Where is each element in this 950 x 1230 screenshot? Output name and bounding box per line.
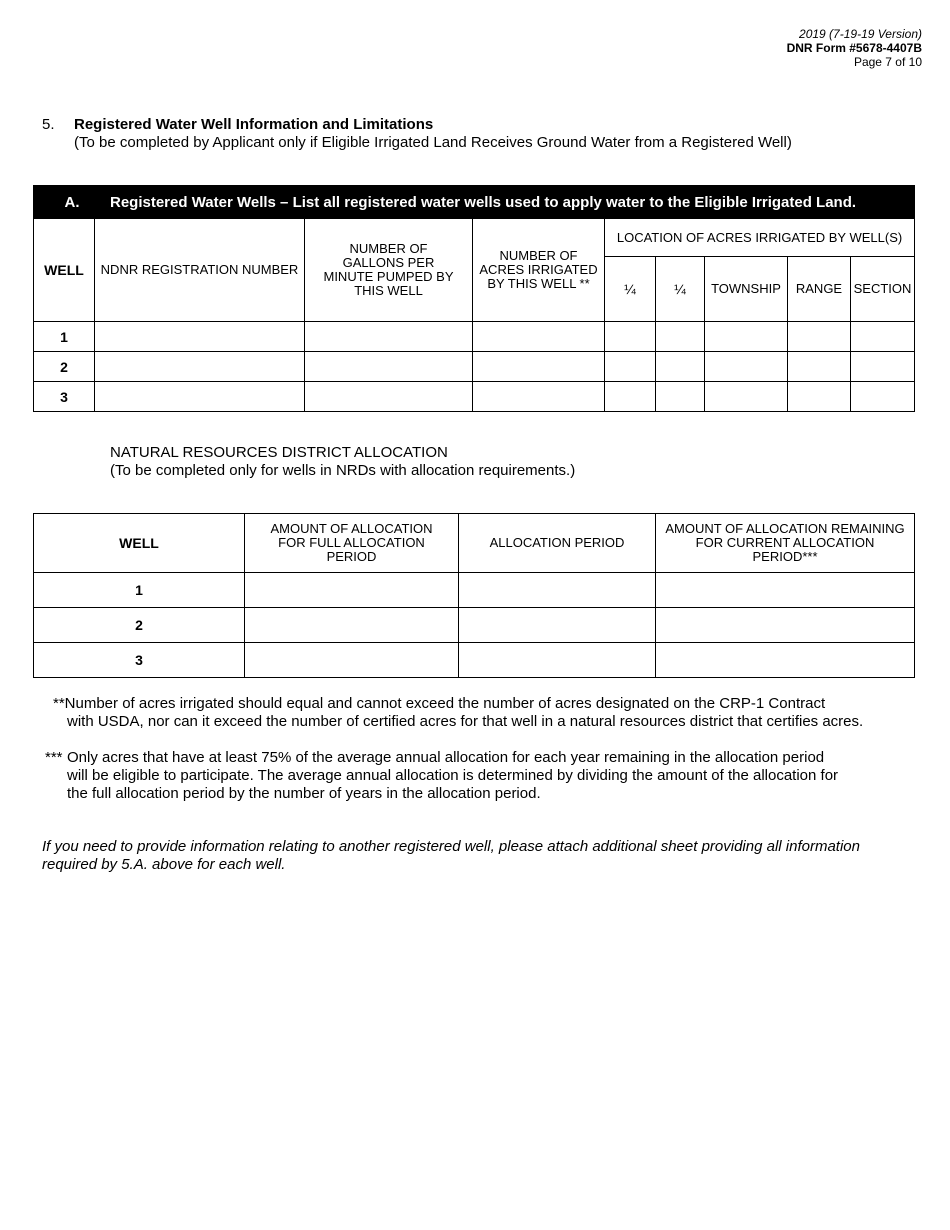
- row-label: 1: [34, 573, 245, 608]
- quarter-1-input[interactable]: [605, 322, 656, 352]
- allocation-note-line-1: Only acres that have at least 75% of the average annual allocation for each year remaining in the allocation period: [67, 749, 825, 766]
- form-number: DNR Form #5678-4407B: [786, 41, 922, 55]
- col-allocation-period-header: ALLOCATION PERIOD: [459, 514, 656, 573]
- township-input[interactable]: [705, 382, 788, 412]
- registered-wells-table: [33, 185, 915, 412]
- row-label: 1: [34, 322, 95, 352]
- full-allocation-input[interactable]: [245, 608, 459, 643]
- nrd-allocation-table: [33, 513, 915, 678]
- remaining-allocation-input[interactable]: [656, 573, 915, 608]
- range-input[interactable]: [788, 322, 851, 352]
- row-label: 3: [34, 643, 245, 678]
- acres-input[interactable]: [473, 382, 605, 412]
- col-well-header: WELL: [34, 219, 95, 322]
- form-header: [787, 27, 922, 69]
- additional-well-note-line-2: required by 5.A. above for each well.: [42, 856, 286, 873]
- row-label: 2: [34, 608, 245, 643]
- nrd-title: NATURAL RESOURCES DISTRICT ALLOCATION: [110, 444, 448, 461]
- additional-well-note-line-1: If you need to provide information relating to another registered well, please attach additional sheet providing all information: [42, 838, 860, 855]
- ndnr-input[interactable]: [95, 352, 305, 382]
- nrd-subtitle: (To be completed only for wells in NRDs with allocation requirements.): [110, 462, 576, 479]
- ndnr-input[interactable]: [95, 322, 305, 352]
- township-input[interactable]: [705, 352, 788, 382]
- allocation-period-input[interactable]: [459, 608, 656, 643]
- section-subtitle: (To be completed by Applicant only if Eligible Irrigated Land Receives Ground Water from a Registered Well): [74, 134, 792, 151]
- gallons-input[interactable]: [305, 382, 473, 412]
- banner-cell: [34, 186, 915, 219]
- range-input[interactable]: [788, 352, 851, 382]
- acres-note-line-2: with USDA, nor can it exceed the number of certified acres for that well in a natural resources district that certifies acres.: [67, 713, 864, 730]
- table-banner: [34, 186, 915, 219]
- remaining-allocation-input[interactable]: [656, 643, 915, 678]
- row-label: 2: [34, 352, 95, 382]
- acres-input[interactable]: [473, 352, 605, 382]
- col-location-header: LOCATION OF ACRES IRRIGATED BY WELL(S): [605, 219, 915, 257]
- full-allocation-input[interactable]: [245, 573, 459, 608]
- remaining-allocation-input[interactable]: [656, 608, 915, 643]
- table-row: [34, 352, 915, 382]
- ndnr-input[interactable]: [95, 382, 305, 412]
- acres-input[interactable]: [473, 322, 605, 352]
- allocation-note-marker: ***: [45, 749, 63, 766]
- table-row: [34, 382, 915, 412]
- allocation-note-line-3: the full allocation period by the number of years in the allocation period.: [67, 785, 541, 802]
- col-gallons-header: NUMBER OF GALLONS PER MINUTE PUMPED BY THIS WELL: [305, 219, 473, 322]
- acres-note-line-1: **Number of acres irrigated should equal and cannot exceed the number of acres designated on the CRP-1 Contract: [53, 695, 826, 712]
- section-title: Registered Water Well Information and Limitations: [74, 116, 434, 133]
- banner-letter: A.: [64, 193, 80, 211]
- row-label: 3: [34, 382, 95, 412]
- table-row: [34, 608, 915, 643]
- full-allocation-input[interactable]: [245, 643, 459, 678]
- allocation-period-input[interactable]: [459, 573, 656, 608]
- col-acres-header: NUMBER OF ACRES IRRIGATED BY THIS WELL **: [473, 219, 605, 322]
- allocation-note-line-2: will be eligible to participate. The average annual allocation is determined by dividing the amount of the allocation for: [67, 767, 839, 784]
- quarter-2-input[interactable]: [656, 322, 705, 352]
- quarter-1-input[interactable]: [605, 352, 656, 382]
- table-row: [34, 322, 915, 352]
- banner-text: Registered Water Wells – List all registered water wells used to apply water to the Eligible Irrigated Land.: [110, 193, 857, 211]
- allocation-period-input[interactable]: [459, 643, 656, 678]
- col-section-header: SECTION: [851, 257, 915, 322]
- gallons-input[interactable]: [305, 322, 473, 352]
- col-quarter-1-header: ¼: [605, 257, 656, 322]
- quarter-1-input[interactable]: [605, 382, 656, 412]
- table-row: [34, 643, 915, 678]
- range-input[interactable]: [788, 382, 851, 412]
- form-version: 2019 (7-19-19 Version): [799, 27, 922, 41]
- col-ndnr-header: NDNR REGISTRATION NUMBER: [95, 219, 305, 322]
- quarter-2-input[interactable]: [656, 382, 705, 412]
- page-number: Page 7 of 10: [853, 55, 922, 69]
- gallons-input[interactable]: [305, 352, 473, 382]
- township-input[interactable]: [705, 322, 788, 352]
- quarter-2-input[interactable]: [656, 352, 705, 382]
- col-range-header: RANGE: [788, 257, 851, 322]
- col-township-header: TOWNSHIP: [705, 257, 788, 322]
- table-row: [34, 573, 915, 608]
- section-number: 5.: [42, 116, 55, 133]
- col-well-header: WELL: [34, 514, 245, 573]
- section-input[interactable]: [851, 382, 915, 412]
- col-full-allocation-header: AMOUNT OF ALLOCATION FOR FULL ALLOCATION PERIOD: [245, 514, 459, 573]
- col-quarter-2-header: ¼: [656, 257, 705, 322]
- col-remaining-allocation-header: AMOUNT OF ALLOCATION REMAINING FOR CURRENT ALLOCATION PERIOD***: [656, 514, 915, 573]
- section-input[interactable]: [851, 352, 915, 382]
- section-input[interactable]: [851, 322, 915, 352]
